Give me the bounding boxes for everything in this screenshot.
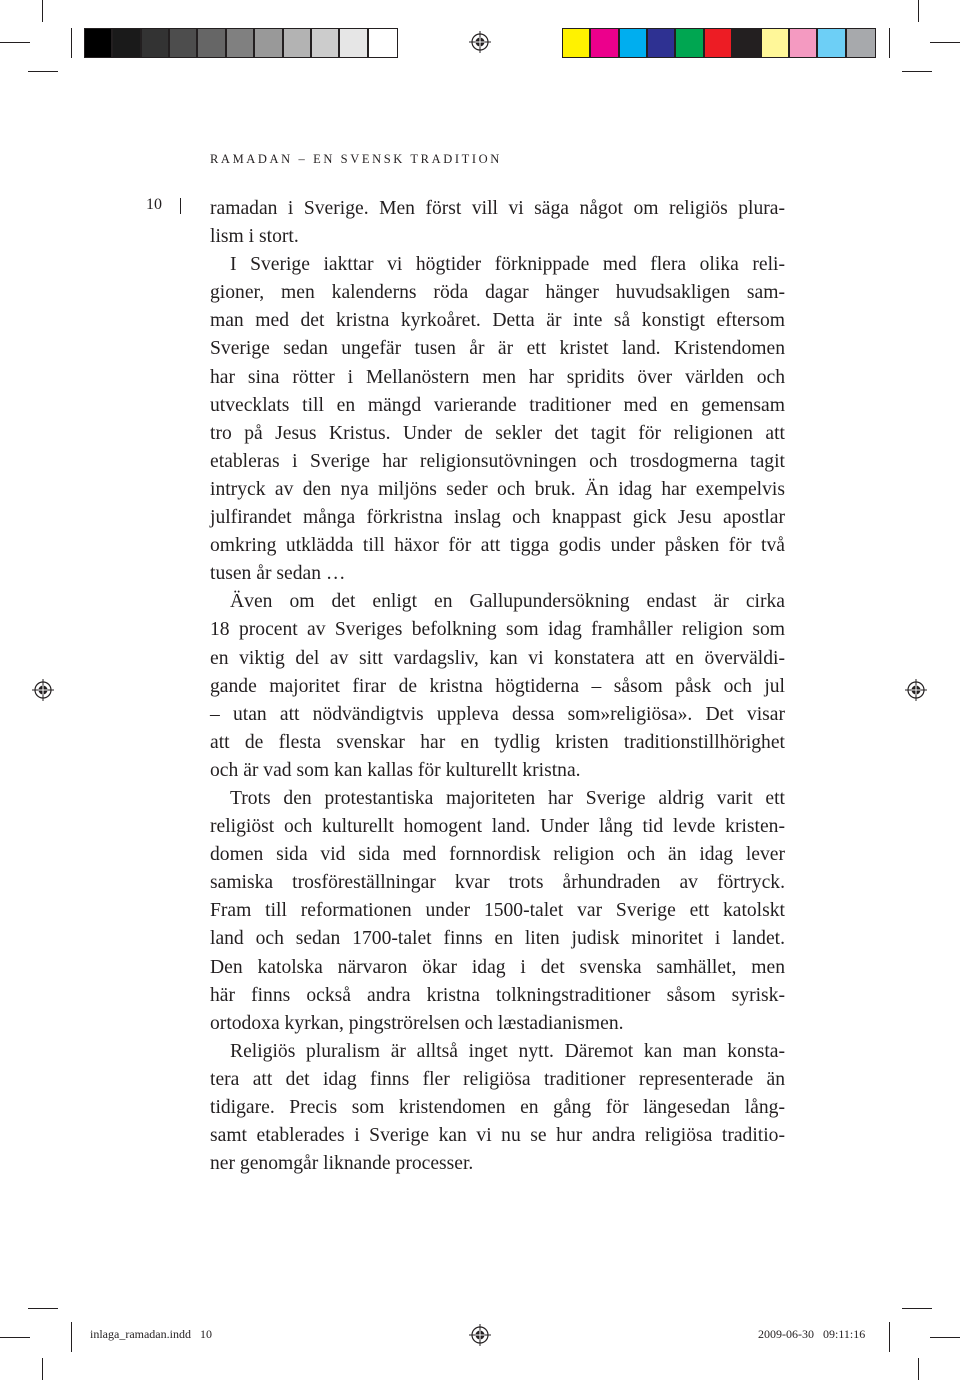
text-line: Trots den protestantiska majoriteten har Sverige aldrig varit ett xyxy=(230,787,785,809)
crop-mark xyxy=(42,1358,43,1380)
text-line: gioner, men kalenderns röda dagar hänger huvudsakligen sam- xyxy=(210,282,785,304)
folio-divider xyxy=(180,198,181,214)
color-swatch xyxy=(340,29,368,57)
crop-mark xyxy=(889,28,890,58)
text-line: en viktig del av sitt vardagsliv, kan vi konstatera att en överväldi- xyxy=(210,647,785,669)
text-line: religiöst och kulturellt homogent land. Under lång tid levde kristen- xyxy=(210,816,785,838)
crop-mark xyxy=(71,1322,72,1352)
color-swatch xyxy=(818,29,846,57)
text-line: Religiös pluralism är alltså inget nytt. Däremot kan man konsta- xyxy=(230,1040,785,1062)
crop-mark xyxy=(918,1358,919,1380)
color-swatch xyxy=(170,29,198,57)
text-line: här finns också andra kristna tolkningstraditioner såsom syrisk- xyxy=(210,984,785,1006)
slug-timestamp: 2009-06-30 09:11:16 xyxy=(758,1327,866,1341)
text-line: land och sedan 1700-talet finns en liten judisk minoritet i landet. xyxy=(210,928,785,950)
text-line: tidigare. Precis som kristendomen en gång för längesedan lång- xyxy=(210,1097,785,1118)
color-swatch xyxy=(563,29,591,57)
color-swatch xyxy=(648,29,676,57)
text-line: att de flesta svenskar har en tydlig kristen traditionstillhörighet xyxy=(210,731,785,753)
color-swatch xyxy=(284,29,312,57)
text-line: gande majoritet firar de kristna högtiderna – såsom påsk och jul xyxy=(210,675,785,697)
text-line: samiska trosföreställningar kvar trots århundraden av förtryck. xyxy=(210,872,785,894)
registration-mark-icon xyxy=(469,1324,491,1346)
crop-mark xyxy=(42,0,43,22)
color-swatch xyxy=(705,29,733,57)
text-line: I Sverige iakttar vi högtider förknippade med flera olika reli- xyxy=(230,254,785,276)
color-swatch xyxy=(591,29,619,57)
text-line: Den katolska närvaron ökar idag i det svenska samhället, men xyxy=(210,956,785,978)
color-swatch xyxy=(227,29,255,57)
text-line: ner genomgår liknande processer. xyxy=(210,1153,474,1175)
text-line: Fram till reformationen under 1500-talet var Sverige ett katolskt xyxy=(210,900,785,922)
text-line: julfirandet många förkristna inslag och knappast gick Jesu apostlar xyxy=(210,507,785,529)
crop-mark xyxy=(918,0,919,22)
text-line: tro på Jesus Kristus. Under de sekler det tagit för religionen att xyxy=(210,422,785,444)
color-swatch xyxy=(790,29,818,57)
color-swatch xyxy=(847,29,875,57)
crop-mark xyxy=(71,28,72,58)
registration-mark-icon xyxy=(905,679,927,701)
text-line: utvecklats till en mängd varierande traditioner med en gemensam xyxy=(210,394,785,416)
text-line: har sina rötter i Mellanöstern men har spridits över världen och xyxy=(210,366,785,388)
color-swatch xyxy=(85,29,113,57)
crop-mark xyxy=(902,71,932,72)
gray-scale-bar xyxy=(84,28,398,58)
crop-mark xyxy=(889,1322,890,1352)
text-line: omkring utklädda till häxor för att tigga godis under påsken för två xyxy=(210,535,785,557)
text-line: tera att det idag finns fler religiösa traditioner representerade än xyxy=(210,1068,785,1090)
text-line: och är vad som kan kallas för kulturellt kristna. xyxy=(210,759,581,781)
body-text xyxy=(210,195,785,1178)
slug-file-name: inlaga_ramadan.indd 10 xyxy=(90,1327,212,1341)
color-scale-bar xyxy=(562,28,876,58)
color-swatch xyxy=(113,29,141,57)
text-line: Sverige sedan ungefär tusen år är ett kristet land. Kristendomen xyxy=(210,338,785,360)
text-line: etableras i Sverige har religionsutövningen och trosdogmerna tagit xyxy=(210,450,785,472)
color-swatch xyxy=(676,29,704,57)
text-line: samt etablerades i Sverige kan vi nu se hur andra religiösa traditio- xyxy=(210,1125,785,1147)
color-swatch xyxy=(369,29,397,57)
text-line: – utan att nödvändigtvis uppleva dessa som»religiösa». Det visar xyxy=(210,703,785,725)
color-swatch xyxy=(733,29,761,57)
color-swatch xyxy=(198,29,226,57)
color-swatch xyxy=(255,29,283,57)
text-line: Även om det enligt en Gallupundersökning endast är cirka xyxy=(230,591,785,613)
registration-mark-icon xyxy=(32,679,54,701)
text-line: domen sida vid sida med fornnordisk religion och än idag lever xyxy=(210,844,785,866)
color-swatch xyxy=(142,29,170,57)
page-number: 10 xyxy=(146,196,162,213)
color-swatch xyxy=(620,29,648,57)
crop-mark xyxy=(930,42,960,43)
color-swatch xyxy=(762,29,790,57)
crop-mark xyxy=(28,71,58,72)
crop-mark xyxy=(0,1337,30,1338)
text-line: lism i stort. xyxy=(210,226,299,248)
text-line: man med det kristna kyrkoåret. Detta är inte så konstigt eftersom xyxy=(210,310,785,332)
text-line: ramadan i Sverige. Men först vill vi säga något om religiös plura- xyxy=(210,198,785,219)
crop-mark xyxy=(28,1308,58,1309)
text-line: ortodoxa kyrkan, pingströrelsen och læstadianismen. xyxy=(210,1012,624,1034)
registration-mark-icon xyxy=(469,31,491,53)
crop-mark xyxy=(930,1337,960,1338)
color-swatch xyxy=(312,29,340,57)
crop-mark xyxy=(902,1308,932,1309)
crop-mark xyxy=(0,42,30,43)
running-head: RAMADAN – EN SVENSK TRADITION xyxy=(210,152,502,166)
text-line: intryck av den nya miljöns seder och bruk. Än idag har exempelvis xyxy=(210,478,785,500)
text-line: tusen år sedan … xyxy=(210,563,346,585)
text-line: 18 procent av Sveriges befolkning som idag framhåller religion som xyxy=(210,619,785,641)
